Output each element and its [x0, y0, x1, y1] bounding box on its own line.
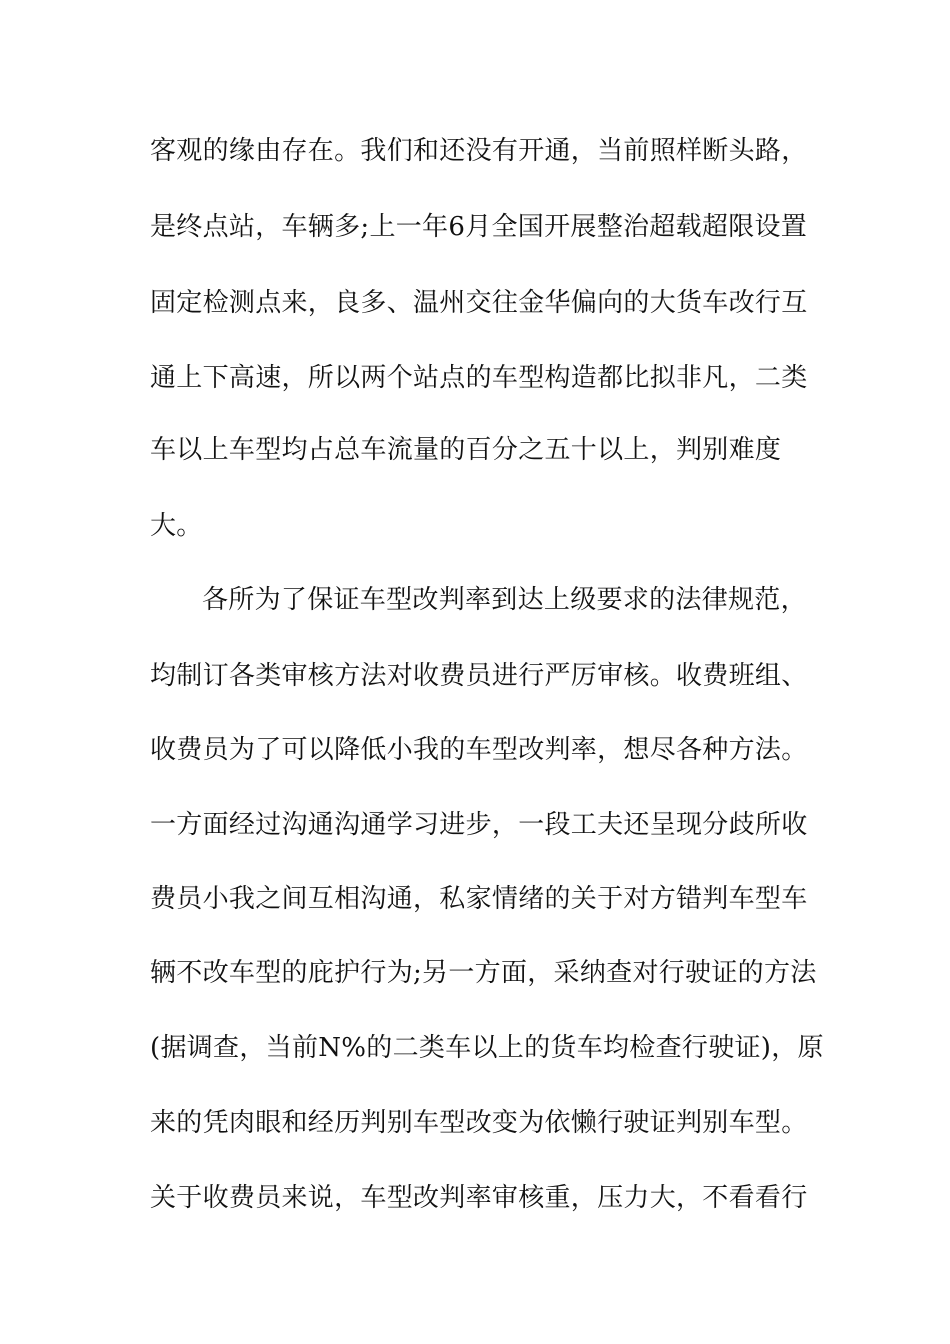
text-line: 辆不改车型的庇护行为;另一方面，采纳查对行驶证的方法	[150, 958, 817, 988]
text-line: 大。	[150, 511, 203, 541]
text-line: 客观的缘由存在。我们和还没有开通，当前照样断头路，	[150, 136, 808, 166]
text-line: 通上下高速，所以两个站点的车型构造都比拟非凡，二类	[150, 363, 808, 393]
text-line: (据调查，当前N%的二类车以上的货车均检查行驶证)，原	[150, 1033, 824, 1063]
text-line: 均制订各类审核方法对收费员进行严厉审核。收费班组、	[150, 661, 808, 691]
text-line: 费员小我之间互相沟通，私家情绪的关于对方错判车型车	[150, 884, 808, 914]
text-line: 车以上车型均占总车流量的百分之五十以上，判别难度	[150, 435, 782, 465]
text-line: 固定检测点来，良多、温州交往金华偏向的大货车改行互	[150, 288, 808, 318]
text-line: 一方面经过沟通沟通学习进步，一段工夫还呈现分歧所收	[150, 810, 808, 840]
text-line: 关于收费员来说，车型改判率审核重，压力大，不看看行	[150, 1183, 808, 1213]
paragraph-first-line: 各所为了保证车型改判率到达上级要求的法律规范，	[202, 585, 807, 615]
text-line: 是终点站，车辆多;上一年6月全国开展整治超载超限设置	[150, 212, 808, 242]
text-line: 收费员为了可以降低小我的车型改判率，想尽各种方法。	[150, 735, 808, 765]
text-line: 来的凭肉眼和经历判别车型改变为依懒行驶证判别车型。	[150, 1108, 808, 1138]
